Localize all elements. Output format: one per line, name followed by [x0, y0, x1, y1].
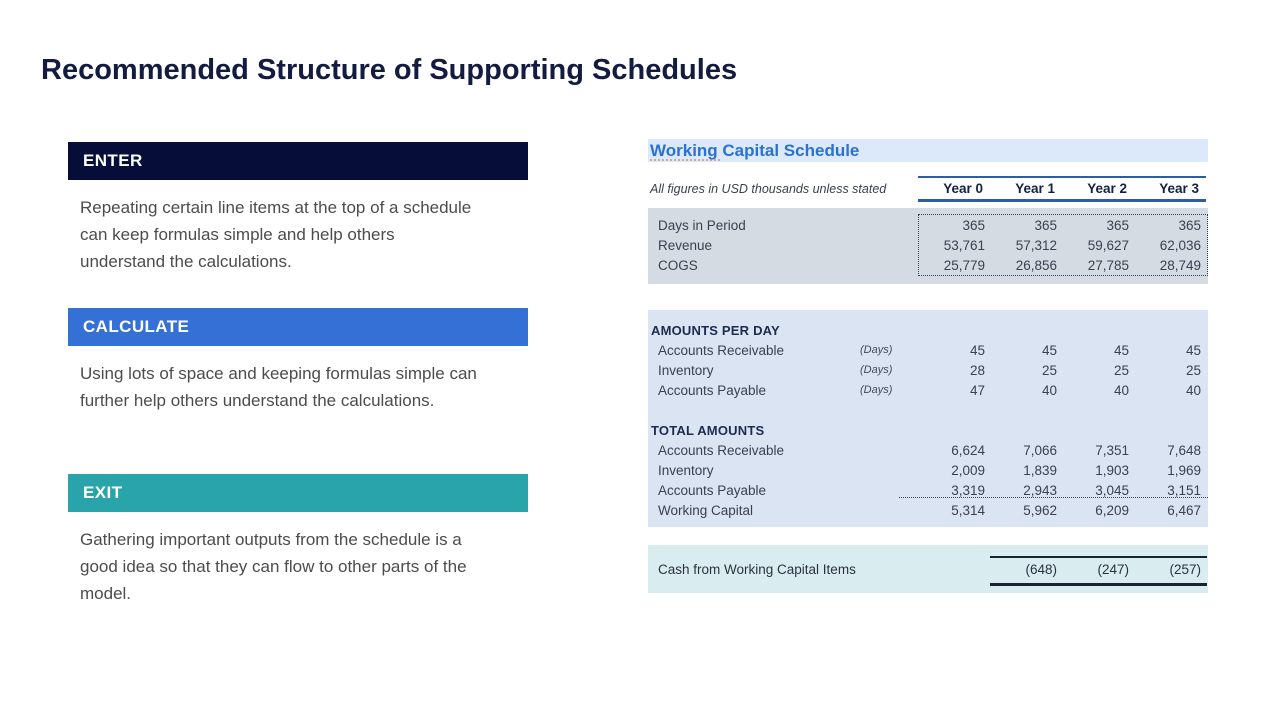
cell-value: (247) — [1097, 561, 1129, 577]
cell-value: 59,627 — [1087, 237, 1129, 253]
cell-value: 25 — [1185, 362, 1201, 378]
cell-value: 1,839 — [1023, 462, 1057, 478]
schedule-title-bar — [648, 139, 1208, 162]
cell-value: 6,209 — [1095, 502, 1129, 518]
total-rule-lines — [990, 556, 1207, 586]
step-description-exit: Gathering important outputs from the schedule is a good idea so that they can flow to other parts of the model. — [80, 530, 467, 603]
column-header-year3: Year 3 — [1159, 181, 1199, 196]
table-row-ar-days — [648, 340, 1208, 360]
step-header-calculate — [68, 308, 528, 346]
row-label: Cash from Working Capital Items — [658, 561, 856, 577]
page-title: Recommended Structure of Supporting Schedules — [41, 54, 738, 86]
cell-value: 2,009 — [951, 462, 985, 478]
cell-value: (257) — [1169, 561, 1201, 577]
cell-value: (648) — [1025, 561, 1057, 577]
column-header-year1: Year 1 — [1015, 181, 1055, 196]
row-label: COGS — [658, 257, 698, 273]
step-header-label: ENTER — [83, 151, 143, 170]
cell-value: 53,761 — [943, 237, 985, 253]
cell-value: 25 — [1113, 362, 1129, 378]
cell-value: 45 — [1185, 342, 1201, 358]
cell-value: 5,314 — [951, 502, 985, 518]
cell-value: 365 — [1106, 217, 1129, 233]
cell-value: 28,749 — [1159, 257, 1201, 273]
year-column-headers — [918, 176, 1206, 202]
cell-value: 1,969 — [1167, 462, 1201, 478]
column-header-year0: Year 0 — [943, 181, 983, 196]
cell-value: 28 — [969, 362, 985, 378]
row-label: Revenue — [658, 237, 713, 253]
cell-value: 6,467 — [1167, 502, 1201, 518]
table-row-inventory-total — [648, 460, 1208, 480]
row-label: Accounts Payable — [658, 382, 767, 398]
cell-value: 365 — [1034, 217, 1057, 233]
cash-output-section — [648, 545, 1208, 593]
cell-value: 57,312 — [1015, 237, 1057, 253]
step-description-enter: Repeating certain line items at the top of a schedule can keep formulas simple and help others understand the calculations. — [80, 198, 472, 271]
step-header-enter — [68, 142, 528, 180]
input-cells-outline — [918, 214, 1208, 276]
cell-value: 25 — [1041, 362, 1057, 378]
cell-value: 5,962 — [1023, 502, 1057, 518]
spellcheck-squiggle-icon — [650, 159, 720, 164]
cell-value: 40 — [1041, 382, 1057, 398]
column-header-year2: Year 2 — [1087, 181, 1127, 196]
spacer — [648, 400, 1208, 420]
cell-value: 45 — [1041, 342, 1057, 358]
cell-value: 365 — [1178, 217, 1201, 233]
table-row-ap-days — [648, 380, 1208, 400]
cell-value: 40 — [1113, 382, 1129, 398]
row-label: Accounts Receivable — [658, 442, 785, 458]
cell-value: 7,351 — [1095, 442, 1129, 458]
row-unit: (Days) — [860, 344, 893, 356]
row-label: Inventory — [658, 362, 714, 378]
cell-value: 40 — [1185, 382, 1201, 398]
section-header-total-amounts: TOTAL AMOUNTS — [651, 422, 765, 438]
schedule-note: All figures in USD thousands unless stated — [650, 182, 887, 196]
row-unit: (Days) — [860, 384, 893, 396]
row-label: Accounts Payable — [658, 482, 767, 498]
row-label: Days in Period — [658, 217, 746, 233]
cell-value: 47 — [969, 382, 985, 398]
cell-value: 25,779 — [943, 257, 985, 273]
cell-value: 3,151 — [1167, 482, 1201, 498]
schedule-title: Working Capital Schedule — [650, 140, 860, 160]
row-label: Accounts Receivable — [658, 342, 785, 358]
row-label: Working Capital — [658, 502, 754, 518]
table-row-inventory-days — [648, 360, 1208, 380]
cell-value: 26,856 — [1015, 257, 1057, 273]
calculations-section — [648, 310, 1208, 527]
cell-value: 45 — [1113, 342, 1129, 358]
cell-value: 6,624 — [951, 442, 985, 458]
cell-value: 1,903 — [1095, 462, 1129, 478]
cell-value: 3,045 — [1095, 482, 1129, 498]
cell-value: 365 — [962, 217, 985, 233]
step-header-exit — [68, 474, 528, 512]
row-label: Inventory — [658, 462, 714, 478]
cell-value: 3,319 — [951, 482, 985, 498]
subtotal-separator — [899, 497, 1208, 498]
cell-value: 62,036 — [1159, 237, 1201, 253]
section-header-amounts-per-day: AMOUNTS PER DAY — [651, 322, 780, 338]
inputs-section — [648, 208, 1208, 284]
cell-value: 7,066 — [1023, 442, 1057, 458]
step-header-label: EXIT — [83, 483, 123, 502]
cell-value: 45 — [969, 342, 985, 358]
cell-value: 7,648 — [1167, 442, 1201, 458]
table-row-ar-total — [648, 440, 1208, 460]
row-unit: (Days) — [860, 364, 893, 376]
table-row-working-capital — [648, 500, 1208, 520]
cell-value: 2,943 — [1023, 482, 1057, 498]
step-description-calculate: Using lots of space and keeping formulas simple can further help others understand the calculations. — [80, 364, 477, 410]
cell-value: 27,785 — [1087, 257, 1129, 273]
step-header-label: CALCULATE — [83, 317, 190, 336]
